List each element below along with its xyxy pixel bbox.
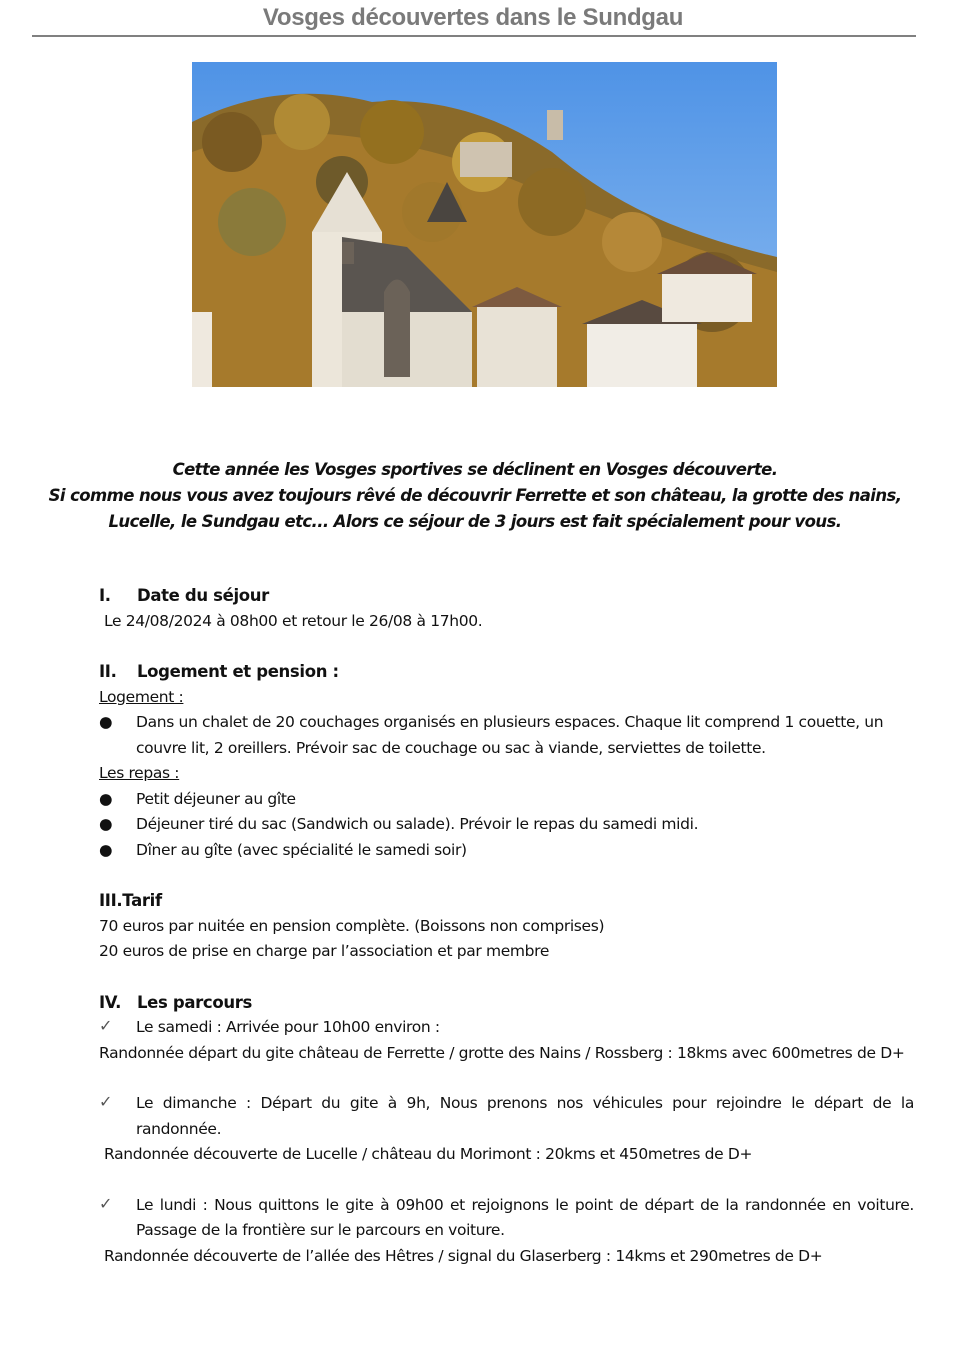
list-item: [99, 787, 914, 813]
tarif-line: 20 euros de prise en charge par l’association et par membre: [99, 942, 550, 960]
day-text: Le lundi : Nous quittons le gite à 09h00 et rejoignons le point de départ de la randonnée en voiture. Passage de la frontière sur le parcours en voiture.: [136, 1195, 914, 1239]
day-text: Le samedi : Arrivée pour 10h00 environ :: [136, 1018, 440, 1036]
date-text: Le 24/08/2024 à 08h00 et retour le 26/08 à 17h00.: [104, 611, 483, 630]
section-heading-tarif: [99, 888, 914, 914]
subheading-logement: Logement :: [99, 687, 184, 706]
intro-line: Lucelle, le Sundgau etc... Alors ce séjour de 3 jours est fait spécialement pour vous.: [108, 512, 842, 531]
section-number: II.: [99, 662, 117, 681]
section-number: III.: [99, 891, 123, 910]
bullet-icon: ●: [99, 789, 113, 808]
day-text: Le dimanche : Départ du gite à 9h, Nous prenons nos véhicules pour rejoindre le départ de la randonnée.: [136, 1094, 914, 1138]
checkmark-icon: ✓: [99, 1092, 113, 1111]
photo-illustration: [192, 62, 777, 387]
section-title: Tarif: [122, 891, 162, 910]
section-heading-date: [99, 583, 914, 609]
subheading-repas: Les repas :: [99, 764, 180, 782]
list-item-text: Déjeuner tiré du sac (Sandwich ou salade). Prévoir le repas du samedi midi.: [136, 815, 699, 833]
intro-text: [30, 457, 920, 535]
bullet-icon: ●: [99, 840, 113, 859]
list-item: [99, 838, 914, 864]
tarif-line: 70 euros par nuitée en pension complète. (Boissons non comprises): [99, 916, 605, 935]
document-body: [99, 583, 914, 1269]
route-text: Randonnée départ du gite château de Ferrette / grotte des Nains / Rossberg : 18kms avec 600metres de D+: [99, 1043, 905, 1062]
list-item-text: Dans un chalet de 20 couchages organisés en plusieurs espaces. Chaque lit comprend 1 couette, un couvre lit, 2 oreillers. Prévoir sac de couchage ou sac à viande, serviettes de toilette.: [136, 713, 884, 757]
list-item-text: Dîner au gîte (avec spécialité le samedi soir): [136, 840, 467, 859]
list-item: [99, 812, 914, 838]
intro-line: Cette année les Vosges sportives se déclinent en Vosges découverte.: [172, 460, 778, 479]
list-item-text: Petit déjeuner au gîte: [136, 789, 296, 808]
route-text: Randonnée découverte de l’allée des Hêtres / signal du Glaserberg : 14kms et 290metres de D+: [104, 1246, 823, 1265]
document-title: Vosges découvertes dans le Sundgau: [262, 4, 684, 31]
route-text: Randonnée découverte de Lucelle / château du Morimont : 20kms et 450metres de D+: [104, 1145, 753, 1163]
bullet-icon: ●: [99, 713, 113, 731]
intro-line: Si comme nous vous avez toujours rêvé de découvrir Ferrette et son château, la grotte des nains,: [48, 486, 902, 505]
day-item: [99, 1193, 914, 1244]
day-item: [99, 1091, 914, 1142]
section-title: Date du séjour: [137, 586, 269, 605]
bullet-icon: ●: [99, 815, 113, 833]
section-heading-logement: [99, 659, 914, 685]
section-title: Logement et pension :: [137, 662, 339, 681]
ferrette-church-photo: [192, 62, 777, 387]
section-number: I.: [99, 586, 111, 605]
day-item: [99, 1015, 914, 1041]
checkmark-icon: ✓: [99, 1016, 113, 1035]
title-divider: [32, 35, 916, 37]
section-heading-parcours: [99, 990, 914, 1016]
section-title: Les parcours: [137, 992, 252, 1012]
section-number: IV.: [99, 992, 122, 1012]
list-item: [99, 710, 914, 761]
checkmark-icon: ✓: [99, 1193, 113, 1213]
